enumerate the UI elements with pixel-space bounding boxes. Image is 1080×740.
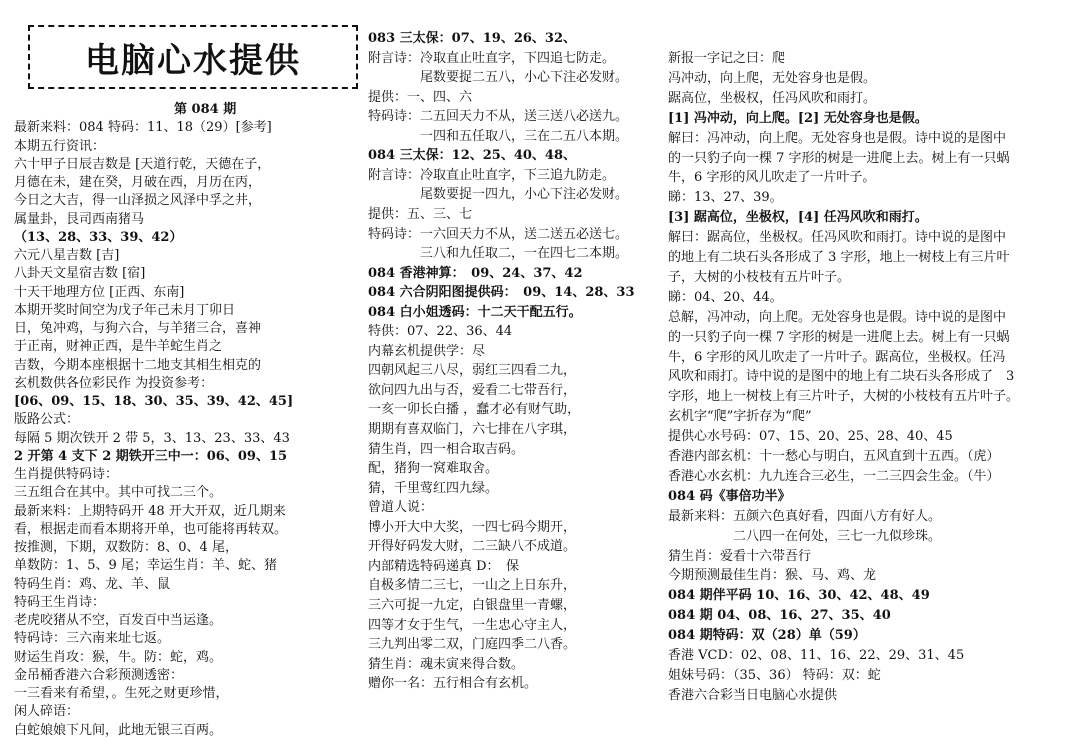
- col2-line: 猜生肖，四一相合取吉码。: [368, 441, 525, 457]
- col2-line: 内幕玄机提供学：尽: [368, 343, 486, 359]
- col1-line: 于正南，财神正西，是牛羊蛇生肖之: [14, 339, 223, 355]
- col2-line: 内部精选特码递真 D： 保: [368, 558, 520, 574]
- col1-line: （13、28、33、39、42）: [14, 229, 183, 245]
- col1-line: 版路公式：: [14, 412, 80, 428]
- col3-line: 解曰：踞高位，坐极权。任冯风吹和雨打。诗中说的是图中: [668, 230, 1007, 246]
- col3-line: 香港心水玄机：九九连合三必生，一二三四会生金。（牛）: [668, 468, 1000, 484]
- col3-line: [3] 踞高位，坐极权，[4] 任冯风吹和雨打。: [668, 210, 928, 226]
- col3-line: 猜生肖：爱看十六带吾行: [668, 548, 812, 564]
- col1-line: 特码诗：三六南来址七返。: [14, 631, 171, 647]
- col2-line: 特码诗：一六回天力不从，送二送五必送七。: [368, 226, 629, 242]
- col1-line: 属量卦，艮司西南猪马: [14, 211, 145, 227]
- col2-line: 084 三太保：12、25、40、48、: [368, 148, 577, 164]
- col3-line: 最新来料：五颜六色真好看，四面八方有好人。: [668, 508, 942, 524]
- col3-line: 牛，6 字形的风儿吹走了一片叶子。踞高位，坐极权。任冯: [668, 349, 1006, 365]
- col1-line: 本期五行资讯：: [14, 138, 106, 154]
- col3-line: 的一只豹子向一棵 7 字形的树是一进爬上去。树上有一只蜗: [668, 150, 1010, 166]
- col1-line: 日，兔冲鸡，与狗六合，与羊猪三合，喜神: [14, 321, 262, 336]
- title-box: [28, 25, 358, 89]
- col3-line: 牛，6 字形的风儿吹走了一片叶子。: [668, 170, 876, 186]
- col2-line: 三六可捉一九定，白银盘里一青螺，: [368, 597, 577, 613]
- col3-line: 解曰：冯冲动，向上爬。无处容身也是假。诗中说的是图中: [668, 130, 1007, 146]
- col1-line: 第 084 期: [174, 102, 237, 117]
- col1-line: 2 开第 4 支下 2 期铁开三中一：06、09、15: [14, 448, 288, 464]
- col3-line: 二八四一在何处，三七一九似珍珠。: [668, 528, 942, 544]
- col2-line: 三八和九任取二，一在四七二本期。: [368, 246, 629, 262]
- col1-line: 金吊桶香港六合彩预测透密：: [14, 667, 184, 683]
- col2-line: 附言诗：冷取直止吐直字，下四追七防走。: [368, 50, 616, 66]
- col2-line: 尾数要捉一四九，小心下注必发财。: [368, 187, 629, 203]
- col1-line: 最新来料：上期特码开 48 开大开双，近几期来: [14, 503, 286, 519]
- col1-line: 按推测，下期，双数防：8、0、4 尾，: [14, 540, 238, 555]
- col2-line: 曾道人说：: [368, 500, 434, 516]
- col2-line: 自极多情二三七，一山之上日东升，: [368, 578, 577, 594]
- col2-line: 猜，千里莺红四九绿。: [368, 480, 499, 496]
- col3-line: 玄机字“爬”字折存为“爬”: [668, 409, 812, 425]
- col2-line: 084 六合阴阳图提供码： 09、14、28、33: [368, 285, 635, 301]
- col3-line: 冯冲动，向上爬，无处容身也是假。: [668, 70, 877, 86]
- col2-line: 083 三太保：07、19、26、32、: [368, 31, 577, 46]
- col3-line: 的一只豹子向一棵 7 字形的树是一进爬上去。树上有一只蜗: [668, 329, 1010, 345]
- col3-line: 香港内部玄机：十一愁心与明白，五风直到十五西。（虎）: [668, 449, 1000, 464]
- col1-line: 三五组合在其中。其中可找二三个。: [14, 485, 223, 501]
- col3-line: 香港六合彩当日电脑心水提供: [668, 687, 838, 703]
- col2-line: 欲问四九出与否，爱看二七带吾行，: [368, 382, 577, 398]
- col2-line: 附言诗：冷取直止吐直字，下三追九防走。: [368, 167, 616, 183]
- col2-line: 赠你一名：五行相合有玄机。: [368, 676, 538, 692]
- col2-line: 提供：五、三、七: [368, 206, 473, 222]
- page-title: 电脑心水提供: [85, 41, 301, 81]
- col1-line: 单数防：1、5、9 尾；幸运生肖：羊、蛇、猪: [14, 558, 277, 574]
- col3-line: 睇：04、20、44。: [668, 289, 783, 305]
- col3-line: 姐妹号码：（35、36） 特码：双：蛇: [668, 667, 881, 683]
- col3-line: 084 码《事倍功半》: [668, 488, 791, 504]
- col2-line: 特供：07、22、36、44: [368, 324, 513, 340]
- col2-line: 猜生肖：魂未寅来得合数。: [368, 656, 525, 672]
- col2-line: 特码诗：二五回天力不从，送三送八必送九。: [368, 109, 629, 125]
- col1-line: 看，根据走而看本期将开单，也可能将再转双。: [14, 521, 288, 537]
- col1-line: [06、09、15、18、30、35、39、42、45]: [14, 394, 294, 409]
- col3-line: 踞高位，坐极权，任冯风吹和雨打。: [668, 90, 877, 106]
- col2-line: 084 白小姐透码：十二天干配五行。: [368, 304, 582, 320]
- col3-line: 084 期伴平码 10、16、30、42、48、49: [668, 588, 930, 604]
- col1-line: 闲人碎语：: [14, 704, 80, 720]
- col1-line: 特码生肖：鸡、龙、羊、鼠: [14, 576, 171, 592]
- col1-line: 本期开奖时间空为戊子年己未月丁卯日: [14, 302, 236, 318]
- col1-line: 十天干地理方位 [正西、东南]: [14, 284, 185, 300]
- col1-line: 老虎咬猪从不空，百发百中当运逢。: [14, 613, 223, 628]
- col1-line: 八卦天文星宿吉数 [宿]: [14, 266, 146, 282]
- col2-line: 一四和五任取八，三在二五八本期。: [368, 128, 629, 144]
- col2-line: 博小开大中大奖，一四七码今期开，: [368, 519, 577, 535]
- col3-line: 提供心水号码：07、15、20、25、28、40、45: [668, 429, 953, 445]
- col3-line: 新报一字记之曰：爬: [668, 51, 786, 66]
- col2-line: 四等才女于生气，一生忠心守主人，: [368, 617, 577, 633]
- col1-line: 最新来料：084 特码：11、18（29）[参考]: [14, 120, 272, 136]
- col1-line: 生肖提供特码诗：: [14, 467, 119, 482]
- col3-line: 香港 VCD：02、08、11、16、22、29、31、45: [668, 648, 965, 663]
- col2-line: 一亥一卯长白播 ，蠢才必有财气助，: [368, 402, 581, 418]
- col1-line: 六元八星吉数 [吉]: [14, 248, 120, 263]
- col3-line: [1] 冯冲动，向上爬。[2] 无处容身也是假。: [668, 110, 928, 126]
- col2-line: 配，猪狗一窝难取舍。: [368, 461, 499, 477]
- col1-line: 月德在未，建在癸，月破在西，月历在丙，: [14, 175, 262, 190]
- col2-line: 提供：一、四、六: [368, 89, 473, 105]
- col3-line: 风吹和雨打。诗中说的是图中的地上有二块石头各形成了 3: [668, 369, 1015, 385]
- col2-line: 三九判出零二双，门庭四季二八香。: [368, 637, 577, 653]
- col1-line: 六十甲子日辰吉数是 [天道行乾，天德在子，: [14, 156, 271, 172]
- col2-line: 尾数要捉二五八，小心下注必发财。: [368, 70, 629, 86]
- col2-line: 四朝风起三八尽，弱红三四看二九，: [368, 363, 577, 379]
- col1-line: 特码王生肖诗：: [14, 594, 106, 610]
- col1-line: 财运生肖攻：猴，牛。防：蛇，鸡。: [14, 649, 223, 665]
- col2-line: 开得好码发大财，二三缺八不成道。: [368, 539, 577, 555]
- col2-line: 084 香港神算： 09、24、37、42: [368, 265, 583, 281]
- col3-line: 今期预测最佳生肖：猴、马、鸡、龙: [668, 568, 877, 584]
- col3-line: 的地上有二块石头各形成了 3 字形，地上一树枝上有三片叶: [668, 250, 1010, 265]
- col3-line: 睇：13、27、39。: [668, 190, 783, 206]
- col3-line: 总解，冯冲动，向上爬。无处容身也是假。诗中说的是图中: [668, 309, 1007, 325]
- col1-line: 今日之大吉，得一山泽损之风泽中孚之井，: [14, 193, 262, 209]
- col3-line: 子，大树的小枝枝有五片叶子。: [668, 269, 851, 285]
- col1-line: 每隔 5 期次铁开 2 带 5，3、13、23、33、43: [14, 430, 290, 446]
- col3-line: 字形，地上一树枝上有三片叶子，大树的小枝枝有五片叶子。: [668, 389, 1020, 405]
- col1-line: 玄机数供各位彩民作 为投资参考：: [14, 375, 214, 391]
- col1-line: 白蛇娘娘下凡间，此地无银三百两。: [14, 722, 223, 738]
- col3-line: 084 期特码：双（28）单（59）: [668, 628, 866, 644]
- col1-line: 一三看来有希望，。生死之财更珍惜，: [14, 686, 229, 701]
- col3-line: 084 期 04、08、16、27、35、40: [668, 608, 891, 624]
- col2-line: 期期有喜双临门，六七排在八字琪，: [368, 422, 577, 437]
- col1-line: 吉数，今期本座根据十二地支其相生相克的: [14, 357, 262, 373]
